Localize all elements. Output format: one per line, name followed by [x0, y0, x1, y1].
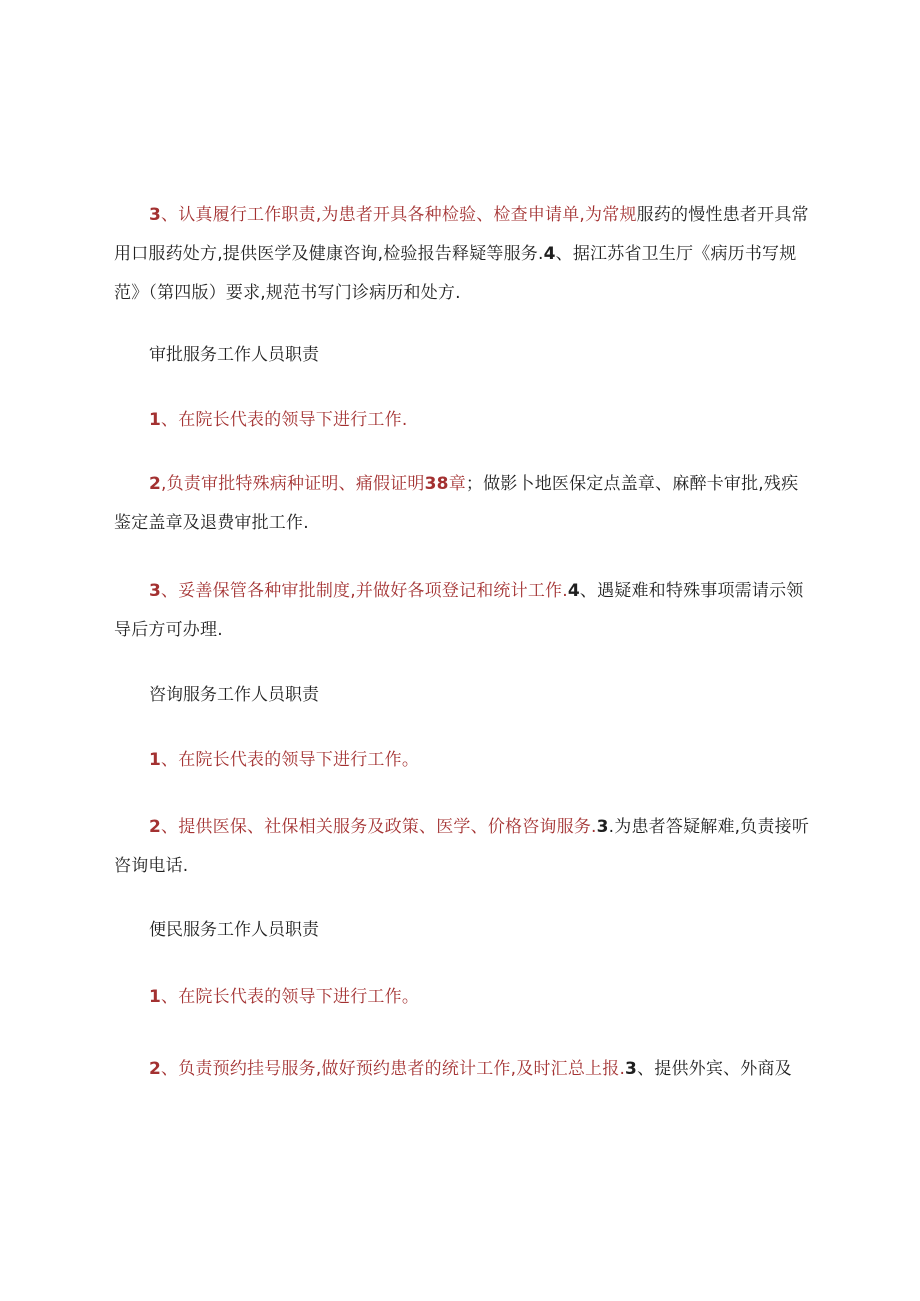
item-number: 2 — [149, 817, 162, 837]
item-number: 3 — [625, 1059, 638, 1079]
highlighted-text: 、提供医保、社保相关服务及政策、医学、价格咨询服务. — [161, 817, 597, 837]
item-number: 3 — [596, 817, 609, 837]
highlighted-text: 、在院长代表的领导下进行工作。 — [161, 987, 420, 1007]
body-text: 、遇疑难和特殊事项需请示领导后方可办理. — [114, 581, 804, 640]
item-number: 3 — [149, 205, 162, 225]
paragraph-convenience-duty-1 — [114, 978, 814, 1017]
item-number: 1 — [149, 987, 162, 1007]
item-number: 2 — [149, 474, 162, 494]
item-number: 2 — [149, 1059, 162, 1079]
item-number: 1 — [149, 750, 162, 770]
body-text: .为患者答疑解难,负责接听咨询电话. — [114, 817, 810, 876]
paragraph-approval-duty-2 — [114, 465, 814, 543]
highlighted-text: 、负责预约挂号服务,做好预约患者的统计工作,及时汇总上报. — [161, 1059, 626, 1079]
item-number: 4 — [567, 581, 580, 601]
item-number: 4 — [543, 244, 556, 264]
paragraph-convenience-duty-2-3 — [114, 1050, 814, 1089]
highlighted-text: 、在院长代表的领导下进行工作。 — [161, 750, 420, 770]
body-text: 、据江苏省卫生厅《病历书写规范》（第四版）要求,规范书写门诊病历和处方. — [114, 244, 797, 303]
highlighted-text: 、认真履行工作职责,为患者开具各种检验、检查申请单,为常规 — [161, 205, 637, 225]
highlighted-text: 、妥善保管各种审批制度,并做好各项登记和统计工作. — [161, 581, 568, 601]
paragraph-physician-duty-3-4 — [114, 196, 814, 313]
body-text: 服药的慢性患者开具常用口服药处方,提供医学及健康咨询,检验报告释疑等服务. — [114, 205, 809, 264]
highlighted-number: 38 — [424, 474, 449, 494]
paragraph-consulting-duty-2-3 — [114, 808, 814, 886]
highlighted-text: ,负责审批特殊病种证明、痛假证明 — [161, 474, 425, 494]
highlighted-text: 章 — [448, 474, 466, 494]
highlighted-text: 、在院长代表的领导下进行工作. — [161, 410, 408, 430]
section-heading-approval: 审批服务工作人员职责 — [149, 345, 319, 365]
section-heading-convenience: 便民服务工作人员职责 — [149, 920, 319, 940]
item-number: 3 — [149, 581, 162, 601]
paragraph-approval-duty-1 — [114, 401, 814, 440]
item-number: 1 — [149, 410, 162, 430]
paragraph-approval-duty-3-4 — [114, 572, 814, 650]
section-heading-consulting: 咨询服务工作人员职责 — [149, 685, 319, 705]
paragraph-consulting-duty-1 — [114, 741, 814, 780]
body-text: ；做影卜地医保定点盖章、麻醉卡审批,残疾鉴定盖章及退费审批工作. — [114, 474, 799, 533]
body-text: 、提供外宾、外商及 — [637, 1059, 792, 1079]
